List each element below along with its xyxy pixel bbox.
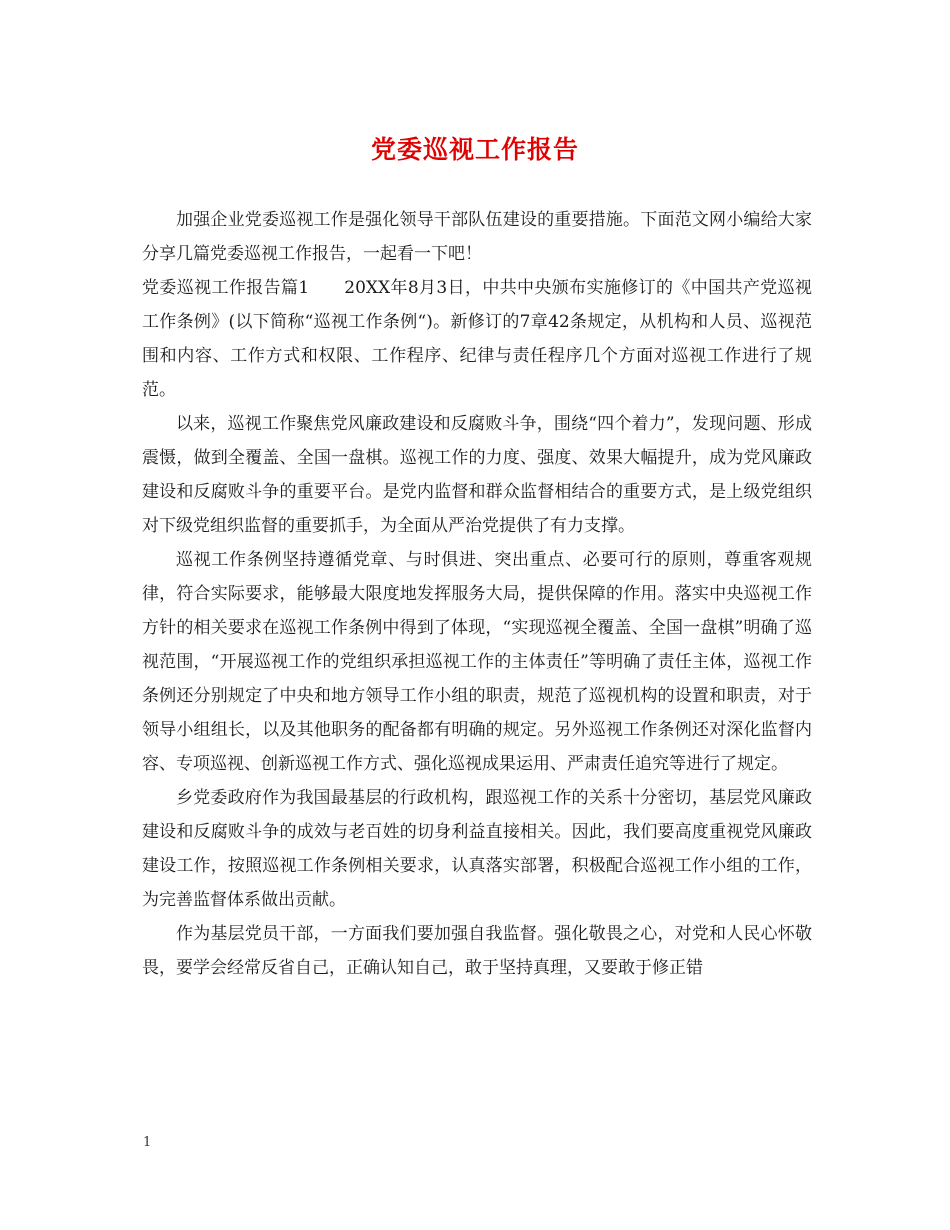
paragraph-focus: 以来，巡视工作聚焦党风廉政建设和反腐败斗争，围绕“四个着力”，发现问题、形成震慑，做到全覆盖、全国一盘棋。巡视工作的力度、强度、效果大幅提升，成为党风廉政建设和反腐败斗争的重要平台。是党内监督和群众监督相结合的重要方式，是上级党组织对下级党组织监督的重要抓手，为全面从严治党提供了有力支撑。 (142, 414, 812, 536)
paragraph-township: 乡党委政府作为我国最基层的行政机构，跟巡视工作的关系十分密切，基层党风廉政建设和反腐败斗争的成效与老百姓的切身利益直接相关。因此，我们要高度重视党风廉政建设工作，按照巡视工作条例相关要求，认真落实部署，积极配合巡视工作小组的工作，为完善监督体系做出贡献。 (142, 788, 812, 910)
document-title: 党委巡视工作报告 (370, 135, 579, 164)
paragraph-report-1: 党委巡视工作报告篇1 20XX年8月3日，中共中央颁布实施修订的《中国共产党巡视工作条例》(以下简称“巡视工作条例“)。新修订的7章42条规定，从机构和人员、巡视范围和内容、工作方式和权限、工作程序、纪律与责任程序几个方面对巡视工作进行了规范。 (142, 278, 812, 400)
page-number: 1 (143, 1135, 152, 1150)
document-body (142, 203, 812, 985)
paragraph-regulations: 巡视工作条例坚持遵循党章、与时俱进、突出重点、必要可行的原则，尊重客观规律，符合实际要求，能够最大限度地发挥服务大局，提供保障的作用。落实中央巡视工作方针的相关要求在巡视工作条例中得到了体现，“实现巡视全覆盖、全国一盘棋”明确了巡视范围，“开展巡视工作的党组织承担巡视工作的主体责任”等明确了责任主体，巡视工作条例还分别规定了中央和地方领导工作小组的职责，规范了巡视机构的设置和职责，对于领导小组组长，以及其他职务的配备都有明确的规定。另外巡视工作条例还对深化监督内容、专项巡视、创新巡视工作方式、强化巡视成果运用、严肃责任追究等进行了规定。 (142, 550, 812, 774)
paragraph-intro: 加强企业党委巡视工作是强化领导干部队伍建设的重要措施。下面范文网小编给大家分享几篇党委巡视工作报告，一起看一下吧！ (142, 210, 812, 264)
paragraph-self-supervision: 作为基层党员干部，一方面我们要加强自我监督。强化敬畏之心，对党和人民心怀敬畏，要学会经常反省自己，正确认知自己，敢于坚持真理，又要敢于修正错 (142, 924, 812, 978)
